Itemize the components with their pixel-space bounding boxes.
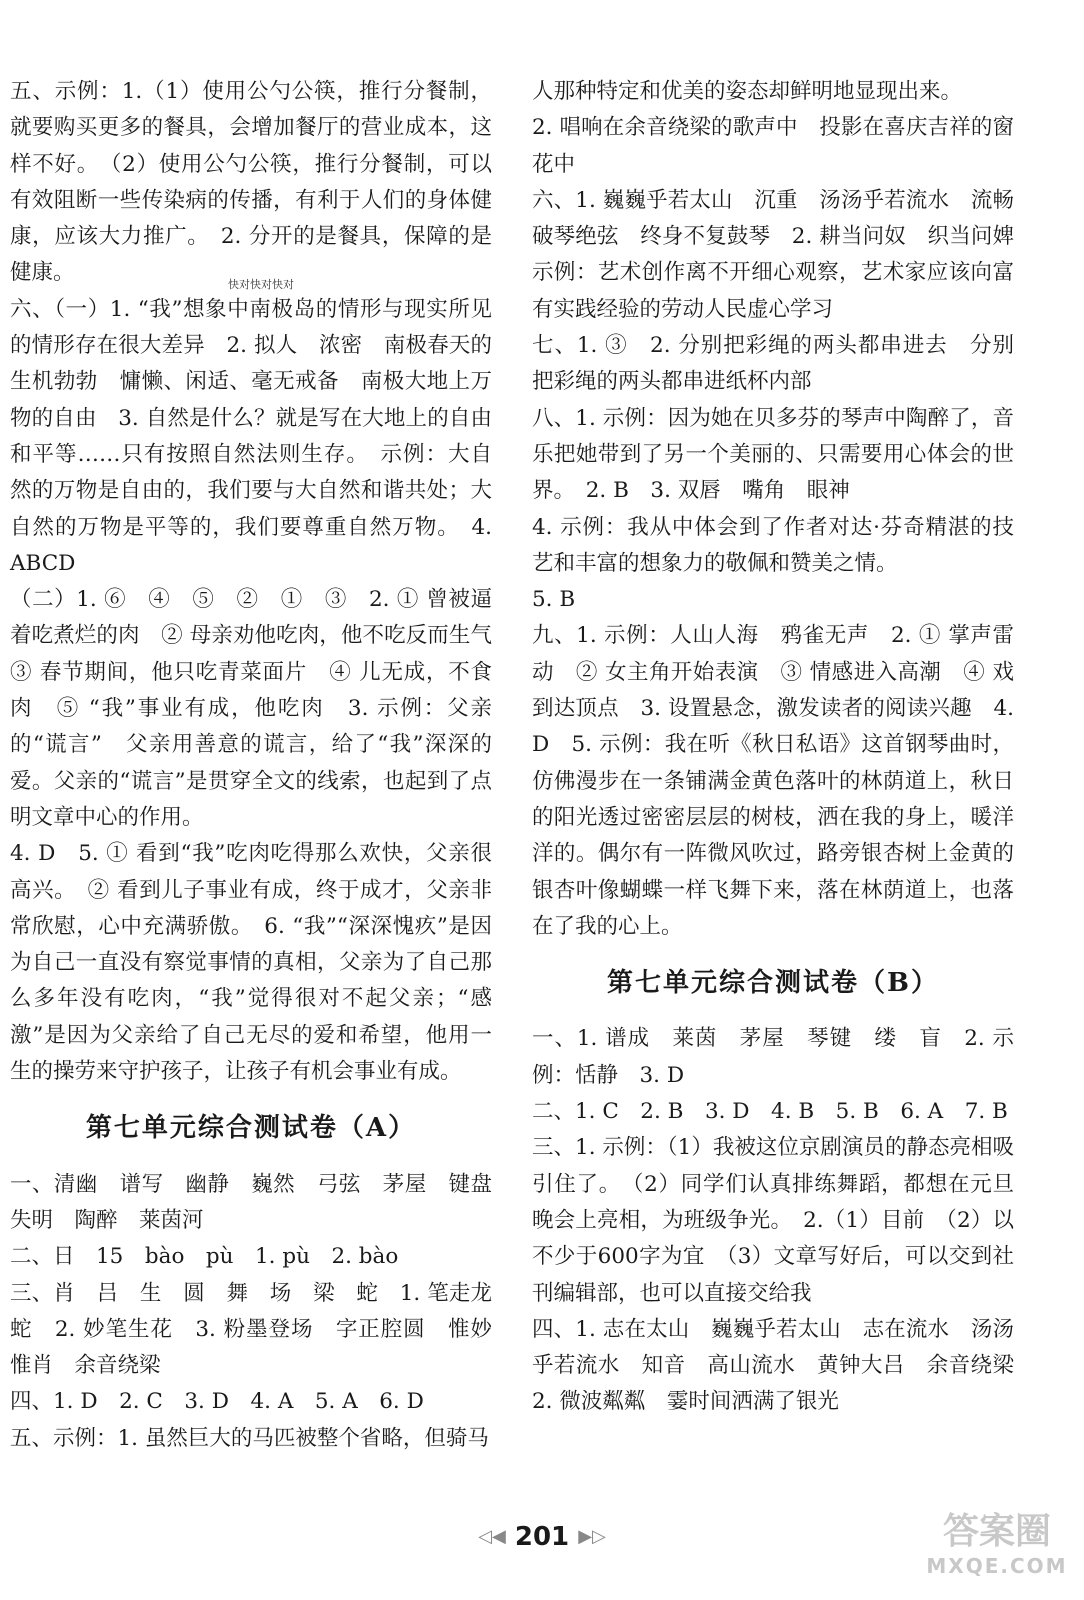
answer-paragraph: 三、肖 吕 生 圆 舞 场 梁 蛇 1. 笔走龙蛇 2. 妙笔生花 3. 粉墨登场 字正腔圆 惟妙惟肖 余音绕梁 [10,1280,492,1379]
watermark [922,1510,1072,1590]
answer-paragraph: 四、1. D 2. C 3. D 4. A 5. A 6. D [10,1389,424,1415]
stamp-text: 快对快对快对 [228,278,294,291]
answer-paragraph: 二、1. C 2. B 3. D 4. B 5. B 6. A 7. B [532,1099,1008,1125]
answer-paragraph: 一、1. 谱成 莱茵 茅屋 琴键 缕 盲 2. 示例：恬静 3. D [532,1026,1014,1088]
section-heading-a: 第七单元综合测试卷（A） [85,1113,417,1144]
watermark-logo-text: 答案圈 [942,1511,1051,1552]
answer-paragraph: 六、1. 巍巍乎若太山 沉重 汤汤乎若流水 流畅 破琴绝弦 终身不复鼓琴 2. 耕当问奴 织当问婢 示例：艺术创作离不开细心观察，艺术家应该向富有实践经验的劳动人民虚心学习 [532,187,1036,322]
answer-paragraph: 五、示例：1. 虽然巨大的马匹被整个省略，但骑马 [10,1425,489,1451]
answer-paragraph: （二）1. ⑥ ④ ⑤ ② ① ③ 2. ① 曾被逼着吃煮烂的肉 ② 母亲劝他吃肉，他不吃反而生气 ③ 春节期间，他只吃青菜面片 ④ 儿无成，不食肉 ⑤ “我”事业有成，他吃肉 3. 示例：父亲的“谎言” 父亲用善意的谎言，给了“我”深深的爱。父亲的“谎言”是贯穿全文的线索，也起到了点明文章中心的作用。 [10,587,514,830]
next-arrows-icon: ▶▷ [578,1526,606,1547]
answer-paragraph: 七、1. ③ 2. 分别把彩绳的两头都串进去 分别把彩绳的两头都串进纸杯内部 [532,333,1014,395]
answer-paragraph: 4. D 5. ① 看到“我”吃肉吃得那么欢快，父亲很高兴。 ② 看到儿子事业有成，终于成才，父亲非常欣慰，心中充满骄傲。 6. “我”“深深愧疚”是因为自己一直没有察觉事情的真相，父亲为了自己那么多年没有吃肉，“我”觉得很对不起父亲；“感激”是因为父亲给了自己无尽的爱和希望，他用一生的操劳来守护孩子，让孩子有机会事业有成。 [10,841,492,1085]
page-number: 201 [514,1522,570,1552]
answer-paragraph: 三、1. 示例：（1）我被这位京剧演员的静态亮相吸引住了。 （2）同学们认真排练舞蹈，都想在元旦晚会上亮相，为班级争光。 2.（1）目前 （2）以不少于600字为宜 （3）文章写好后，可以交到社刊编辑部，也可以直接交给我 [532,1135,1014,1306]
answer-paragraph: 4. 示例：我从中体会到了作者对达·芬奇精湛的技艺和丰富的想象力的敬佩和赞美之情。 [532,514,1014,576]
prev-arrows-icon: ◁◀ [478,1526,506,1547]
watermark-url: MXQE.COM [926,1554,1068,1578]
answer-paragraph: 5. B [532,587,576,613]
answer-paragraph: 六、（一）1. “我”想象中南极岛的情形与现实所见的情形存在很大差异 2. 拟人 浓密 南极春天的生机勃勃 慵懒、闲适、毫无戒备 南极大地上万物的自由 3. 自然是什么？就是写在大地上的自由和平等……只有按照自然法则生存。 示例：大自然的万物是自由的，我们要与大自然和谐共处；大自然的万物是平等的，我们要尊重自然万物。 4. ABCD [10,296,492,576]
answer-paragraph: 一、清幽 谱写 幽静 巍然 弓弦 茅屋 键盘 失明 陶醉 莱茵河 [10,1171,514,1233]
answer-paragraph: 五、示例：1.（1）使用公勺公筷，推行分餐制，就要购买更多的餐具，会增加餐厅的营业成本，这样不好。 （2）使用公勺公筷，推行分餐制，可以有效阻断一些传染病的传播，有利于人们的身体健康，应该大力推广。 2. 分开的是餐具，保障的是健康。 [10,79,492,286]
answer-paragraph: 2. 唱响在余音绕梁的歌声中 投影在喜庆吉祥的窗花中 [532,115,1014,177]
answer-paragraph: 四、1. 志在太山 巍巍乎若太山 志在流水 汤汤乎若流水 知音 高山流水 黄钟大吕 余音绕梁 2. 微波粼粼 霎时间洒满了银光 [532,1316,1036,1415]
answer-paragraph: 九、1. 示例：人山人海 鸦雀无声 2. ① 掌声雷动 ② 女主角开始表演 ③ 情感进入高潮 ④ 戏到达顶点 3. 设置悬念，激发读者的阅读兴趣 4. D 5. 示例：我在听《秋日私语》这首钢琴曲时，仿佛漫步在一条铺满金黄色落叶的林荫道上，秋日的阳光透过密密层层的树枝，洒在我的身上，暖洋洋的。偶尔有一阵微风吹过，路旁银杏树上金黄的银杏叶像蝴蝶一样飞舞下来，落在林荫道上，也落在了我的心上。 [532,623,1014,939]
section-heading-b: 第七单元综合测试卷（B） [607,968,939,999]
right-column [532,74,1036,1421]
answer-paragraph: 人那种特定和优美的姿态却鲜明地显现出来。 [532,79,963,104]
answer-paragraph: 二、日 15 bào pù 1. pù 2. bào [10,1244,399,1270]
answer-paragraph: 八、1. 示例：因为她在贝多芬的琴声中陶醉了，音乐把她带到了另一个美丽的、只需要用心体会的世界。 2. B 3. 双唇 嘴角 眼神 [532,405,1014,504]
